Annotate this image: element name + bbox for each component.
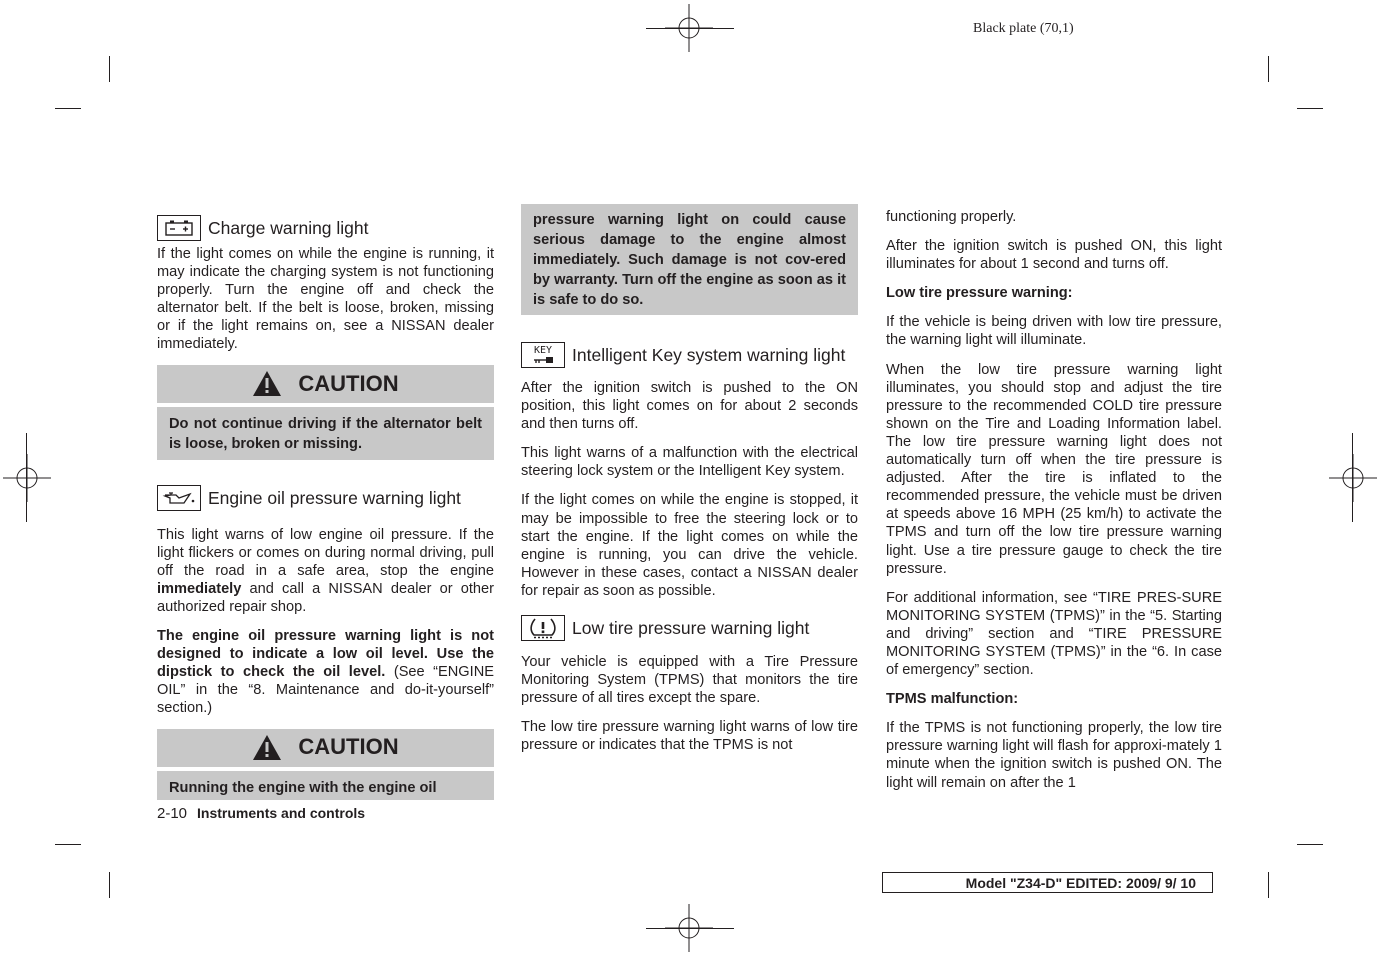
caution-text: Running the engine with the engine oil xyxy=(157,771,494,800)
intelligent-key-title: Intelligent Key system warning light xyxy=(572,344,846,365)
oil-body-emphasis: immediately xyxy=(157,580,242,597)
oil-pressure-note xyxy=(157,627,494,717)
intelligent-key-heading xyxy=(521,341,858,369)
intelligent-key-p1: After the ignition switch is pushed to the ON position, this light comes on for about 2 seconds and then turns off. xyxy=(521,380,858,433)
column-left xyxy=(157,214,494,800)
low-tire-p2: The low tire pressure warning light warns of low tire pressure or indicates that the TPMS is not xyxy=(521,719,858,754)
tpms-p4: For additional information, see “TIRE PRES-SURE MONITORING SYSTEM (TPMS)” in the “5. Starting and driving” section and “TIRE PRESSURE MONITORING SYSTEM (TPMS)” in the “6. In case of emergency” section. xyxy=(886,589,1222,679)
column-middle xyxy=(521,204,858,766)
page-footer xyxy=(157,805,365,822)
oil-body-text-end: and call a NISSAN dealer or other authorized repair shop. xyxy=(157,580,494,615)
key-icon-label: KEY xyxy=(533,345,553,356)
caution-text-continued: pressure warning light on could cause serious damage to the engine almost immediately. Such damage is not cov-ered by warranty. Turn off the engine as soon as it is safe to do so. xyxy=(521,204,858,315)
caution-banner xyxy=(157,729,494,767)
oil-pressure-title: Engine oil pressure warning light xyxy=(208,487,461,508)
model-edited-box: Model "Z34-D" EDITED: 2009/ 9/ 10 xyxy=(882,872,1213,893)
battery-icon xyxy=(157,215,201,241)
caution-banner xyxy=(157,365,494,403)
column-right xyxy=(886,208,1222,803)
warning-triangle-icon xyxy=(252,734,282,761)
tpms-p0: functioning properly. xyxy=(886,209,1017,225)
plate-label: Black plate (70,1) xyxy=(973,21,1074,36)
low-tire-warning-subheading: Low tire pressure warning: xyxy=(886,285,1073,302)
tpms-p2: If the vehicle is being driven with low tire pressure, the warning light will illuminate. xyxy=(886,314,1222,349)
oil-note-bold: The engine oil pressure warning light is not designed to indicate a low oil level. Use the dipstick to check the oil level. xyxy=(157,628,494,681)
tpms-p1: After the ignition switch is pushed ON, this light illuminates for about 1 second and turns off. xyxy=(886,238,1222,273)
registration-mark-icon xyxy=(3,454,51,502)
tpms-p5: If the TPMS is not functioning properly, the low tire pressure warning light will flash for approxi-mately 1 minute when the ignition switch is pushed ON. The light will remain on after the 1 xyxy=(886,720,1222,791)
crop-mark xyxy=(1297,844,1323,845)
intelligent-key-p3: If the light comes on while the engine is stopped, it may be impossible to free the steering lock or to start the engine. If the light comes on while the engine is running, you can drive the vehicle. However in these cases, contact a NISSAN dealer for repair as soon as possible. xyxy=(521,492,858,599)
crop-mark xyxy=(109,56,110,82)
caution-label: CAUTION xyxy=(298,370,399,396)
charge-warning-title: Charge warning light xyxy=(208,217,369,238)
charge-warning-heading xyxy=(157,214,494,242)
crop-mark xyxy=(55,108,81,109)
crop-mark xyxy=(55,844,81,845)
low-tire-p1: Your vehicle is equipped with a Tire Pressure Monitoring System (TPMS) that monitors the tire pressure of all tires except the spare. xyxy=(521,654,858,707)
oil-pressure-body xyxy=(157,526,494,616)
oil-note-reference: (See “ENGINE OIL” in the “8. Maintenance and do-it-yourself” section.) xyxy=(157,664,494,717)
crop-mark xyxy=(646,928,734,929)
registration-mark-icon xyxy=(1329,454,1377,502)
crop-mark xyxy=(1297,108,1323,109)
tpms-p3: When the low tire pressure warning light illuminates, you should stop and adjust the tire pressure to the recommended COLD tire pressure shown on the Tire and Loading Information label. The low tire pressure warning light does not automatically turn off when the tire pressure is adjusted. After the tire is inflated to the recommended pressure, the vehicle must be driven at speeds above 16 MPH (25 km/h) to activate the TPMS and turn off the low tire pressure warning light. Use a tire pressure gauge to check the tire pressure. xyxy=(886,361,1222,577)
tpms-malfunction-subheading: TPMS malfunction: xyxy=(886,691,1019,708)
charge-warning-body: If the light comes on while the engine is running, it may indicate the charging system is not functioning properly. Turn the engine off and check the alternator belt. If the belt is loose, broken, missing or if the light remains on, see a NISSAN dealer immediately. xyxy=(157,246,494,353)
oil-can-icon xyxy=(157,485,201,511)
section-name: Instruments and controls xyxy=(197,805,366,821)
oil-body-text: This light warns of low engine oil pressure. If the light flickers or comes on during normal driving, pull off the road in a safe area, stop the engine xyxy=(157,526,494,579)
warning-triangle-icon xyxy=(252,370,282,397)
caution-label: CAUTION xyxy=(298,734,399,760)
tire-pressure-icon xyxy=(521,615,565,641)
key-icon xyxy=(521,342,565,368)
oil-pressure-heading xyxy=(157,484,494,512)
crop-mark xyxy=(1268,872,1269,898)
crop-mark xyxy=(1268,56,1269,82)
intelligent-key-p2: This light warns of a malfunction with the electrical steering lock system or the Intelligent Key system. xyxy=(521,445,858,480)
caution-text: Do not continue driving if the alternator belt is loose, broken or missing. xyxy=(157,407,494,460)
low-tire-title: Low tire pressure warning light xyxy=(572,617,810,638)
low-tire-heading xyxy=(521,614,858,642)
page-number: 2-10 xyxy=(157,805,188,822)
crop-mark xyxy=(109,872,110,898)
crop-mark xyxy=(646,28,734,29)
